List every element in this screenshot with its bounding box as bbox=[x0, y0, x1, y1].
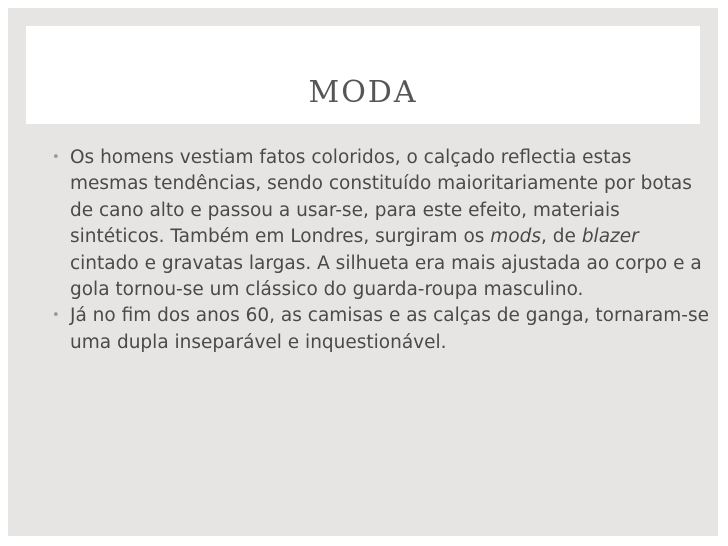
bullet-1-text-c: cintado e gravatas largas. A silhueta era mais ajustada ao corpo e a gola tornou-se um clássico do guarda-roupa masculino. bbox=[70, 252, 702, 301]
title-box bbox=[26, 26, 700, 124]
slide-title: MODA bbox=[308, 75, 418, 110]
bullet-1-text-mods: mods bbox=[490, 226, 542, 248]
bullet-1-text-b: , de bbox=[541, 226, 582, 248]
bullet-marker: • bbox=[52, 150, 60, 165]
bullet-1-text-a: Os homens vestiam fatos coloridos, o calçado reflectia estas mesmas tendências, sendo constituído maioritariamente por botas de cano alto e passou a usar-se, para este efeito, materiais sintéticos. Também em Londres, surgiram os bbox=[70, 147, 692, 248]
bullet-1-text-blazer: blazer bbox=[581, 226, 639, 248]
slide bbox=[8, 8, 718, 536]
bullet-2-text: Já no fim dos anos 60, as camisas e as calças de ganga, tornaram-se uma dupla inseparável e inquestionável. bbox=[70, 305, 709, 353]
bullet-item-2 bbox=[52, 303, 712, 356]
bullet-item-1 bbox=[52, 145, 712, 303]
bullet-marker: • bbox=[52, 308, 60, 324]
content-body bbox=[52, 145, 712, 356]
